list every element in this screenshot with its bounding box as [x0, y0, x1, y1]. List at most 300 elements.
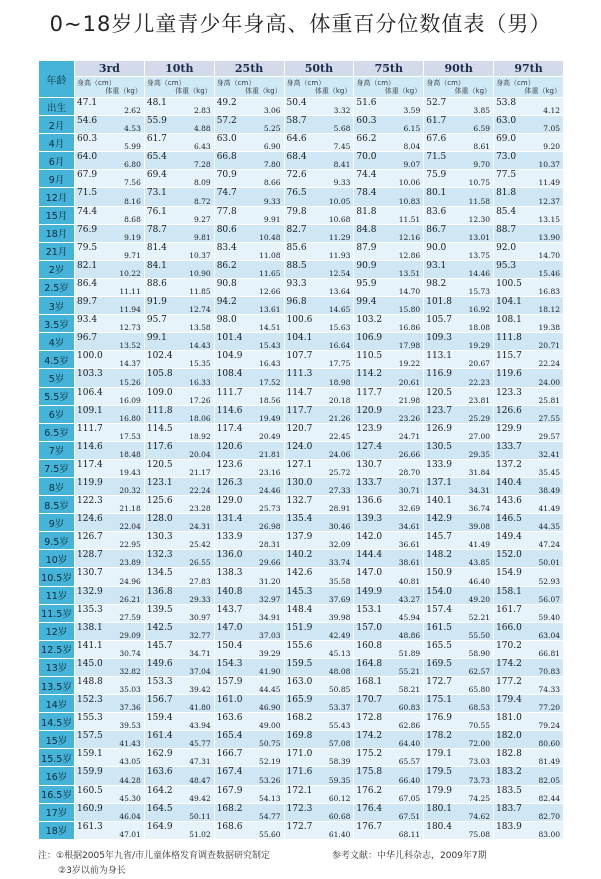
percentile-cell — [284, 785, 354, 803]
height-value: 69.0 — [496, 134, 517, 145]
height-value: 74.7 — [216, 188, 237, 199]
weight-value: 4.88 — [193, 124, 211, 134]
percentile-cell — [424, 224, 494, 242]
weight-value: 25.81 — [538, 395, 560, 405]
weight-value: 70.55 — [468, 721, 491, 731]
height-value: 99.1 — [146, 333, 167, 344]
weight-value: 34.61 — [398, 522, 421, 532]
percentile-cell — [75, 134, 145, 152]
percentile-cell — [284, 242, 354, 260]
unit-header-cell — [424, 77, 494, 98]
percentile-cell — [75, 333, 145, 351]
height-value: 148.4 — [286, 604, 313, 615]
percentile-cell — [75, 297, 145, 315]
weight-value: 32.82 — [119, 667, 141, 676]
height-value: 70.0 — [356, 152, 377, 163]
weight-value: 9.33 — [263, 196, 281, 206]
height-value: 63.0 — [216, 134, 237, 145]
weight-value: 13.75 — [468, 250, 491, 260]
age-cell: 3.5岁 — [39, 315, 75, 333]
height-value: 125.6 — [146, 496, 173, 507]
height-value: 60.3 — [356, 116, 377, 127]
height-value: 161.7 — [496, 604, 522, 615]
weight-value: 20.32 — [119, 486, 141, 496]
height-value: 163.6 — [216, 713, 243, 724]
table-row — [39, 604, 564, 622]
percentile-cell — [284, 586, 354, 604]
height-unit-label: 身高（cm） — [356, 79, 396, 87]
weight-value: 14.51 — [259, 323, 281, 333]
percentile-cell — [144, 278, 214, 296]
age-cell: 2.5岁 — [39, 278, 75, 296]
height-value: 126.6 — [496, 405, 522, 416]
unit-header-cell — [494, 77, 564, 98]
weight-value: 23.16 — [259, 467, 281, 477]
height-value: 104.9 — [216, 351, 243, 362]
percentile-cell — [354, 640, 424, 658]
weight-value: 73.03 — [468, 757, 491, 767]
height-unit-label: 身高（cm） — [286, 79, 326, 87]
percentile-cell — [424, 98, 494, 116]
height-value: 88.5 — [286, 260, 307, 271]
percentile-cell — [75, 152, 145, 170]
percentile-cell — [424, 297, 494, 315]
percentile-cell — [284, 677, 354, 695]
weight-value: 75.08 — [468, 829, 491, 839]
percentile-cell — [214, 224, 284, 242]
weight-value: 22.95 — [119, 540, 141, 550]
weight-value: 8.09 — [193, 178, 211, 188]
height-value: 165.9 — [286, 695, 313, 706]
height-value: 183.7 — [496, 803, 522, 814]
height-value: 158.1 — [496, 586, 522, 597]
weight-value: 22.24 — [189, 486, 211, 496]
weight-value: 10.48 — [259, 232, 281, 242]
percentile-cell — [424, 713, 494, 731]
height-value: 117.4 — [216, 423, 243, 434]
height-value: 116.9 — [426, 369, 452, 380]
height-value: 157.5 — [77, 731, 103, 742]
height-value: 88.7 — [496, 224, 517, 235]
percentile-cell — [494, 315, 564, 333]
percentile-cell — [424, 206, 494, 224]
percentile-cell — [284, 713, 354, 731]
percentile-cell — [284, 731, 354, 749]
age-cell: 18月 — [39, 224, 75, 242]
percentile-cell — [144, 116, 214, 134]
weight-value: 9.70 — [473, 160, 491, 170]
weight-value: 13.61 — [259, 305, 281, 315]
percentile-cell — [144, 640, 214, 658]
height-value: 183.5 — [496, 785, 522, 796]
height-value: 140.1 — [426, 496, 452, 507]
weight-value: 50.85 — [328, 685, 351, 695]
height-value: 165.5 — [426, 640, 452, 651]
weight-value: 64.40 — [398, 739, 421, 749]
height-value: 168.2 — [216, 803, 243, 814]
weight-value: 13.52 — [119, 341, 141, 351]
height-value: 155.3 — [77, 713, 103, 724]
percentile-header: 10th — [144, 61, 214, 77]
table-row — [39, 459, 564, 477]
height-value: 148.8 — [77, 677, 103, 687]
age-cell: 3岁 — [39, 297, 75, 315]
weight-value: 41.49 — [538, 504, 560, 514]
percentile-cell — [354, 242, 424, 260]
weight-value: 82.44 — [538, 793, 560, 803]
table-row — [39, 785, 564, 803]
table-row — [39, 297, 564, 315]
age-cell: 6岁 — [39, 405, 75, 423]
weight-value: 15.73 — [468, 287, 491, 297]
height-value: 134.5 — [146, 568, 173, 579]
height-value: 141.1 — [77, 640, 103, 651]
height-value: 109.1 — [77, 405, 103, 416]
height-value: 95.9 — [356, 278, 377, 289]
height-value: 123.3 — [496, 387, 522, 398]
height-value: 146.5 — [496, 514, 522, 525]
percentile-cell — [424, 242, 494, 260]
height-value: 80.6 — [216, 224, 237, 235]
percentile-cell — [144, 532, 214, 550]
age-cell: 14.5岁 — [39, 713, 75, 731]
height-value: 55.9 — [146, 116, 167, 127]
weight-value: 16.80 — [119, 413, 141, 423]
height-value: 85.6 — [286, 242, 307, 253]
weight-value: 28.91 — [328, 504, 351, 514]
percentile-cell — [494, 387, 564, 405]
height-value: 177.2 — [496, 677, 522, 687]
height-value: 71.5 — [426, 152, 447, 163]
percentile-cell — [424, 496, 494, 514]
percentile-cell — [424, 405, 494, 423]
height-value: 151.9 — [286, 622, 313, 633]
weight-value: 3.59 — [403, 106, 421, 116]
age-cell: 11.5岁 — [39, 604, 75, 622]
weight-value: 6.80 — [124, 160, 141, 170]
height-value: 96.8 — [286, 297, 307, 308]
height-value: 90.8 — [216, 278, 237, 289]
table-row — [39, 767, 564, 785]
percentile-cell — [214, 477, 284, 495]
weight-value: 5.25 — [263, 124, 281, 134]
percentile-cell — [75, 369, 145, 387]
height-value: 120.7 — [286, 423, 313, 434]
height-value: 109.0 — [146, 387, 173, 398]
height-value: 49.2 — [216, 98, 237, 108]
percentile-cell — [214, 496, 284, 514]
height-value: 179.9 — [426, 785, 452, 796]
weight-value: 37.04 — [189, 667, 211, 676]
percentile-cell — [284, 98, 354, 116]
age-cell: 7岁 — [39, 441, 75, 459]
height-value: 114.5 — [146, 423, 173, 434]
percentile-cell — [214, 640, 284, 658]
percentile-cell — [214, 803, 284, 821]
height-value: 124.6 — [77, 514, 103, 525]
weight-value: 81.49 — [538, 757, 560, 767]
height-value: 117.4 — [77, 459, 103, 470]
height-value: 136.6 — [356, 496, 383, 507]
table-row — [39, 116, 564, 134]
percentile-cell — [424, 387, 494, 405]
height-value: 78.7 — [146, 224, 167, 235]
percentile-cell — [284, 496, 354, 514]
weight-value: 12.54 — [328, 268, 351, 278]
percentile-cell — [75, 278, 145, 296]
weight-value: 30.74 — [119, 648, 141, 658]
height-value: 165.4 — [216, 731, 243, 742]
weight-value: 60.68 — [328, 811, 351, 821]
weight-value: 45.77 — [189, 739, 211, 749]
percentile-cell — [75, 423, 145, 441]
percentile-cell — [144, 604, 214, 622]
height-value: 182.0 — [496, 731, 522, 742]
weight-value: 40.81 — [398, 576, 421, 586]
percentile-cell — [75, 713, 145, 731]
height-value: 163.0 — [286, 677, 313, 687]
height-value: 120.5 — [146, 459, 173, 470]
weight-value: 18.12 — [538, 305, 560, 315]
weight-value: 58.90 — [468, 648, 491, 658]
percentile-cell — [354, 459, 424, 477]
height-value: 101.8 — [426, 297, 452, 308]
weight-value: 24.31 — [189, 522, 211, 532]
percentile-cell — [144, 315, 214, 333]
percentile-cell — [494, 731, 564, 749]
table-row — [39, 260, 564, 278]
weight-value: 50.11 — [189, 811, 211, 821]
height-value: 139.3 — [356, 514, 383, 525]
percentile-cell — [284, 297, 354, 315]
percentile-cell — [75, 242, 145, 260]
weight-value: 30.71 — [398, 486, 421, 496]
percentile-cell — [354, 477, 424, 495]
weight-value: 21.26 — [328, 413, 351, 423]
percentile-cell — [424, 803, 494, 821]
height-unit-label: 身高（cm） — [77, 79, 116, 87]
table-row — [39, 351, 564, 369]
weight-value: 13.51 — [398, 268, 421, 278]
weight-value: 35.58 — [328, 576, 351, 586]
height-value: 179.1 — [426, 749, 452, 760]
weight-value: 77.20 — [538, 703, 560, 713]
weight-value: 19.49 — [259, 413, 281, 423]
height-value: 81.8 — [356, 206, 377, 217]
weight-value: 37.69 — [328, 594, 351, 604]
percentile-cell — [424, 369, 494, 387]
percentile-cell — [144, 695, 214, 713]
weight-value: 45.94 — [398, 612, 421, 622]
percentile-cell — [284, 767, 354, 785]
percentile-cell — [284, 405, 354, 423]
percentile-header: 97th — [494, 61, 564, 77]
percentile-cell — [494, 532, 564, 550]
table-row — [39, 749, 564, 767]
height-value: 122.3 — [77, 496, 103, 507]
weight-value: 15.43 — [259, 341, 281, 351]
weight-value: 29.35 — [468, 449, 491, 459]
percentile-cell — [494, 423, 564, 441]
age-column-header: 年龄 — [39, 61, 75, 98]
percentile-cell — [354, 134, 424, 152]
height-value: 161.3 — [77, 821, 103, 832]
percentile-cell — [354, 405, 424, 423]
weight-value: 39.53 — [119, 721, 141, 731]
growth-table — [38, 60, 564, 840]
percentile-cell — [214, 278, 284, 296]
height-value: 174.2 — [356, 731, 383, 742]
table-row — [39, 387, 564, 405]
height-value: 105.8 — [146, 369, 173, 380]
percentile-cell — [424, 821, 494, 839]
weight-value: 27.83 — [189, 576, 211, 586]
height-value: 104.1 — [496, 297, 522, 308]
weight-value: 82.70 — [538, 811, 560, 821]
weight-value: 8.41 — [333, 160, 351, 170]
table-row — [39, 695, 564, 713]
weight-value: 66.40 — [398, 775, 421, 785]
percentile-cell — [354, 713, 424, 731]
height-value: 114.2 — [356, 369, 383, 380]
height-value: 164.9 — [146, 821, 173, 832]
weight-value: 60.12 — [328, 793, 351, 803]
weight-value: 53.26 — [259, 775, 281, 785]
table-row — [39, 242, 564, 260]
weight-value: 11.49 — [538, 178, 560, 188]
height-value: 57.2 — [216, 116, 237, 127]
height-value: 145.7 — [146, 640, 173, 651]
percentile-header-row — [39, 61, 564, 77]
height-value: 94.2 — [216, 297, 237, 308]
height-value: 143.6 — [496, 496, 522, 507]
unit-header-row — [39, 77, 564, 98]
height-value: 102.4 — [146, 351, 173, 362]
height-value: 61.7 — [146, 134, 167, 145]
height-value: 77.8 — [216, 206, 237, 217]
height-value: 78.4 — [356, 188, 377, 199]
percentile-cell — [284, 658, 354, 676]
height-value: 168.6 — [216, 821, 243, 832]
weight-value: 14.70 — [538, 250, 560, 260]
percentile-cell — [144, 188, 214, 206]
percentile-cell — [424, 134, 494, 152]
height-value: 106.9 — [356, 333, 383, 344]
weight-value: 17.26 — [189, 395, 211, 405]
table-row — [39, 514, 564, 532]
height-value: 64.0 — [77, 152, 98, 163]
percentile-cell — [144, 369, 214, 387]
percentile-cell — [424, 333, 494, 351]
percentile-cell — [214, 333, 284, 351]
weight-value: 20.71 — [538, 341, 560, 351]
weight-unit-label: 体重（kg） — [245, 87, 282, 95]
percentile-cell — [144, 152, 214, 170]
weight-value: 65.57 — [398, 757, 421, 767]
percentile-cell — [214, 387, 284, 405]
weight-value: 17.98 — [398, 341, 421, 351]
percentile-cell — [214, 170, 284, 188]
weight-value: 18.06 — [189, 413, 211, 423]
percentile-cell — [214, 550, 284, 568]
weight-value: 61.40 — [328, 829, 351, 839]
weight-value: 10.05 — [328, 196, 351, 206]
height-value: 96.7 — [77, 333, 98, 344]
age-cell: 10.5岁 — [39, 568, 75, 586]
weight-value: 32.41 — [538, 449, 560, 459]
percentile-cell — [284, 188, 354, 206]
height-value: 93.1 — [426, 260, 447, 271]
percentile-cell — [284, 441, 354, 459]
height-unit-label: 身高（cm） — [216, 79, 256, 87]
weight-value: 17.75 — [328, 359, 351, 369]
percentile-header: 90th — [424, 61, 494, 77]
table-row — [39, 170, 564, 188]
weight-value: 8.66 — [263, 178, 281, 188]
weight-value: 54.77 — [259, 811, 281, 821]
percentile-cell — [75, 767, 145, 785]
weight-value: 45.13 — [328, 648, 351, 658]
unit-header-cell — [214, 77, 284, 98]
height-value: 66.2 — [356, 134, 377, 145]
height-value: 127.1 — [286, 459, 313, 470]
unit-header-cell — [354, 77, 424, 98]
percentile-cell — [144, 658, 214, 676]
weight-value: 20.61 — [398, 377, 421, 387]
percentile-cell — [214, 134, 284, 152]
weight-value: 16.86 — [398, 323, 421, 333]
weight-value: 49.20 — [468, 594, 491, 604]
height-value: 117.7 — [356, 387, 383, 398]
height-value: 68.4 — [286, 152, 307, 163]
height-value: 160.5 — [77, 785, 103, 796]
weight-value: 83.00 — [538, 829, 560, 839]
height-value: 132.3 — [146, 550, 173, 561]
weight-value: 23.28 — [189, 504, 211, 514]
weight-value: 41.43 — [119, 739, 141, 749]
percentile-cell — [75, 387, 145, 405]
weight-value: 57.08 — [328, 739, 351, 749]
age-cell: 4月 — [39, 134, 75, 152]
height-unit-label: 身高（cm） — [146, 79, 186, 87]
percentile-cell — [354, 677, 424, 695]
weight-value: 24.71 — [398, 431, 421, 441]
weight-value: 30.46 — [328, 522, 351, 532]
weight-value: 2.62 — [124, 106, 141, 116]
weight-value: 28.70 — [398, 467, 421, 477]
percentile-cell — [284, 568, 354, 586]
percentile-cell — [494, 351, 564, 369]
weight-value: 49.42 — [189, 793, 211, 803]
height-value: 92.0 — [496, 242, 517, 253]
height-value: 58.7 — [286, 116, 307, 127]
height-value: 123.6 — [216, 459, 243, 470]
weight-value: 10.68 — [328, 214, 351, 224]
percentile-cell — [214, 731, 284, 749]
percentile-cell — [144, 550, 214, 568]
age-cell: 9.5岁 — [39, 532, 75, 550]
percentile-cell — [354, 98, 424, 116]
height-value: 140.4 — [496, 477, 522, 488]
height-value: 142.9 — [426, 514, 452, 525]
percentile-cell — [214, 116, 284, 134]
table-row — [39, 622, 564, 640]
percentile-cell — [284, 387, 354, 405]
percentile-cell — [284, 803, 354, 821]
height-value: 164.2 — [146, 785, 173, 796]
weight-value: 33.74 — [328, 558, 351, 568]
table-row — [39, 441, 564, 459]
